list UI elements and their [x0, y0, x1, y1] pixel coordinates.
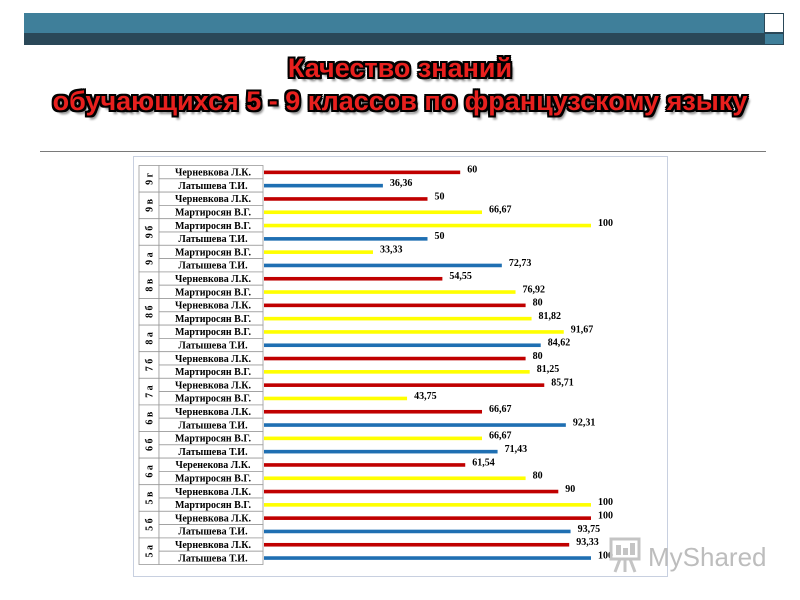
teacher-label: Латышева Т.И.: [178, 446, 248, 458]
bar: [264, 450, 498, 454]
value-label: 60: [467, 164, 478, 176]
value-label: 71,43: [504, 443, 528, 455]
teacher-label: Мартиросян В.Г.: [174, 327, 252, 339]
bar: [264, 530, 571, 534]
bar: [264, 490, 558, 494]
value-label: 93,33: [576, 537, 599, 549]
class-label: 7 а: [144, 385, 156, 398]
class-label: 8 а: [144, 332, 156, 345]
value-label: 80: [532, 297, 543, 309]
bar: [264, 171, 460, 175]
class-label: 9 а: [144, 252, 156, 265]
value-label: 81,25: [536, 364, 560, 376]
value-label: 72,73: [508, 257, 532, 269]
bar: [264, 224, 591, 228]
teacher-label: Черневкова Л.К.: [175, 353, 251, 365]
class-label: 5 б: [144, 518, 156, 531]
bar: [264, 476, 526, 480]
bar: [264, 357, 526, 361]
bar: [264, 317, 532, 321]
class-label: 9 в: [144, 198, 156, 212]
class-label: 8 б: [144, 305, 156, 319]
teacher-label: Черневкова Л.К.: [175, 380, 251, 392]
value-label: 33,33: [379, 244, 403, 256]
value-label: 43,75: [414, 390, 437, 402]
teacher-label: Черневкова Л.К.: [175, 194, 251, 206]
class-label: 6 а: [144, 465, 156, 478]
presentation-icon: [608, 536, 642, 574]
bar: [264, 423, 566, 427]
bar: [264, 437, 482, 441]
teacher-label: Мартиросян В.Г.: [174, 207, 252, 219]
class-label: 6 б: [144, 438, 156, 452]
bar: [264, 197, 428, 201]
class-label: 9 г: [144, 172, 156, 185]
teacher-label: Мартиросян В.Г.: [174, 500, 252, 512]
class-label: 5 в: [144, 491, 156, 505]
teacher-label: Черневкова Л.К.: [175, 300, 251, 312]
value-label: 80: [532, 350, 543, 362]
value-label: 76,92: [522, 284, 546, 296]
value-label: 50: [434, 191, 445, 203]
value-label: 93,75: [577, 523, 601, 535]
teacher-label: Латышева Т.И.: [178, 260, 248, 272]
bar: [264, 304, 526, 308]
teacher-label: Черневкова Л.К.: [175, 513, 251, 525]
value-label: 100: [598, 497, 613, 509]
teacher-label: Черневкова Л.К.: [175, 407, 251, 418]
slide-title-line2: обучающихся 5 - 9 классов по французскому языку: [52, 86, 748, 116]
value-label: 61,54: [472, 457, 495, 469]
watermark-text: MyShared: [648, 542, 767, 572]
value-label: 81,82: [538, 310, 562, 322]
teacher-label: Черневкова Л.К.: [175, 540, 251, 551]
teacher-label: Мартиросян В.Г.: [174, 247, 252, 259]
bar: [264, 383, 544, 387]
bar: [264, 250, 373, 254]
value-label: 85,71: [551, 377, 574, 389]
bar: [264, 290, 516, 294]
teacher-label: Латышева Т.И.: [178, 553, 248, 565]
teacher-label: Мартиросян В.Г.: [174, 433, 252, 445]
teacher-label: Черенекова Л.К.: [175, 460, 251, 472]
value-label: 92,31: [572, 417, 596, 429]
class-label: 9 б: [144, 225, 156, 239]
slide-title-line1: Качество знаний: [287, 53, 513, 83]
value-label: 100: [598, 550, 613, 562]
bar: [264, 516, 591, 520]
bar: [264, 264, 502, 268]
teacher-label: Мартиросян В.Г.: [174, 393, 252, 405]
bar: [264, 210, 482, 214]
teacher-label: Латышева Т.И.: [178, 340, 248, 352]
value-label: 80: [532, 470, 543, 482]
teacher-label: Мартиросян В.Г.: [174, 220, 252, 232]
class-label: 8 в: [144, 278, 156, 292]
class-label: 7 б: [144, 358, 156, 372]
teacher-label: Мартиросян В.Г.: [174, 367, 252, 379]
value-label: 84,62: [547, 337, 571, 349]
teacher-label: Латышева Т.И.: [178, 180, 248, 192]
value-label: 66,67: [489, 204, 512, 216]
bar: [264, 343, 541, 347]
value-label: 66,67: [489, 430, 512, 442]
value-label: 66,67: [489, 404, 512, 416]
teacher-label: Черневкова Л.К.: [175, 486, 251, 498]
bar: [264, 543, 569, 547]
teacher-label: Мартиросян В.Г.: [174, 287, 252, 299]
teacher-label: Мартиросян В.Г.: [174, 313, 252, 325]
bar: [264, 184, 383, 188]
value-label: 36,36: [389, 177, 413, 189]
class-label: 5 а: [144, 544, 156, 558]
value-label: 100: [598, 510, 613, 522]
bar: [264, 237, 428, 241]
value-label: 91,67: [570, 324, 594, 336]
teacher-label: Латышева Т.И.: [178, 526, 248, 538]
bar: [264, 503, 591, 507]
value-label: 54,55: [449, 271, 472, 283]
teacher-label: Черневкова Л.К.: [175, 167, 251, 179]
teacher-label: Черневкова Л.К.: [175, 274, 251, 285]
bar: [264, 463, 465, 467]
bar: [264, 370, 530, 374]
bar: [264, 330, 564, 334]
bar: [264, 556, 591, 560]
watermark: [608, 536, 778, 576]
bar: [264, 410, 482, 414]
value-label: 50: [434, 231, 445, 243]
value-label: 100: [598, 217, 613, 229]
value-label: 90: [565, 483, 576, 495]
class-label: 6 в: [144, 411, 156, 425]
bar: [264, 277, 442, 281]
bar: [264, 397, 407, 401]
teacher-label: Мартиросян В.Г.: [174, 473, 252, 485]
teacher-label: Латышева Т.И.: [178, 234, 248, 246]
teacher-label: Латышева Т.И.: [178, 420, 248, 432]
